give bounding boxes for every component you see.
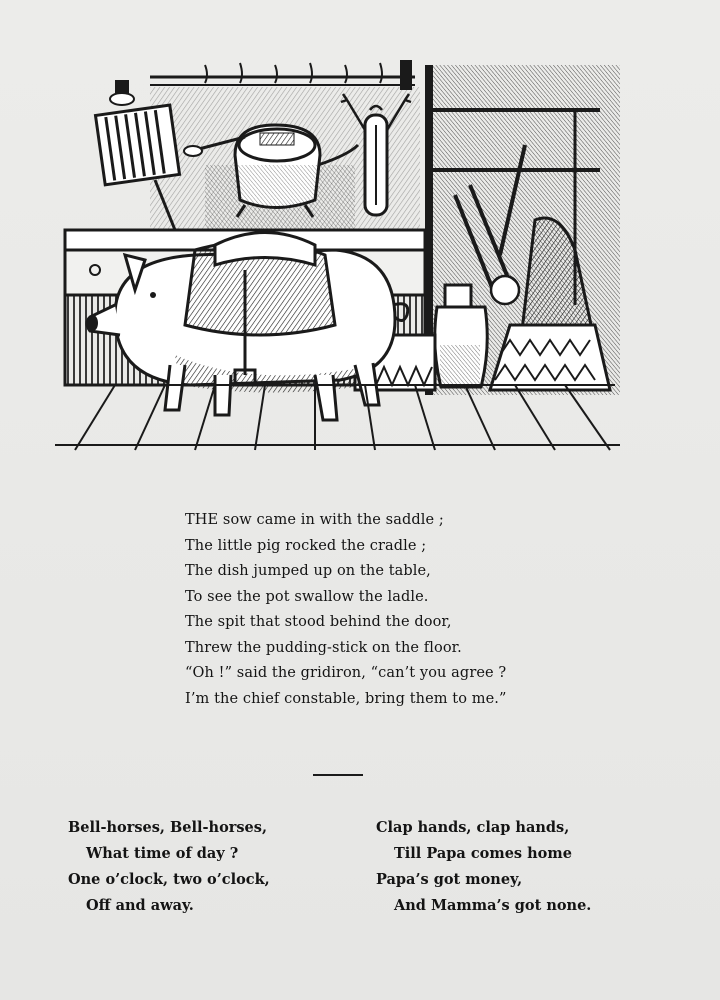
rhyme-line: Papa’s got money, xyxy=(376,871,523,888)
rhyme-bell-horses xyxy=(68,815,270,919)
poem-line: The little pig rocked the cradle ; xyxy=(185,537,427,554)
rhyme-clap-hands xyxy=(376,815,591,919)
pig-saddle-kitchen-engraving-icon xyxy=(55,55,625,455)
poem-line: The spit that stood behind the door, xyxy=(185,614,452,630)
rhyme-line: Clap hands, clap hands, xyxy=(376,819,570,836)
rhyme-line: Off and away. xyxy=(86,897,194,914)
poem-line: “Oh !” said the gridiron, “can’t you agree ? xyxy=(185,665,507,681)
rhyme-line: One o’clock, two o’clock, xyxy=(68,871,270,888)
poem-line: THE sow came in with the saddle ; xyxy=(185,512,444,528)
poem-line: Threw the pudding-stick on the floor. xyxy=(185,639,462,656)
rhyme-line: And Mamma’s got none. xyxy=(394,897,592,914)
rhyme-line: What time of day ? xyxy=(86,845,239,862)
poem-sow-came-in xyxy=(185,508,605,712)
poem-line: I’m the chief constable, bring them to me.” xyxy=(185,690,507,707)
poem-line: To see the pot swallow the ladle. xyxy=(185,588,429,605)
section-divider xyxy=(313,774,363,776)
rhyme-line: Till Papa comes home xyxy=(394,845,572,862)
poem-line: The dish jumped up on the table, xyxy=(185,563,431,579)
rhyme-line: Bell-horses, Bell-horses, xyxy=(68,819,267,836)
